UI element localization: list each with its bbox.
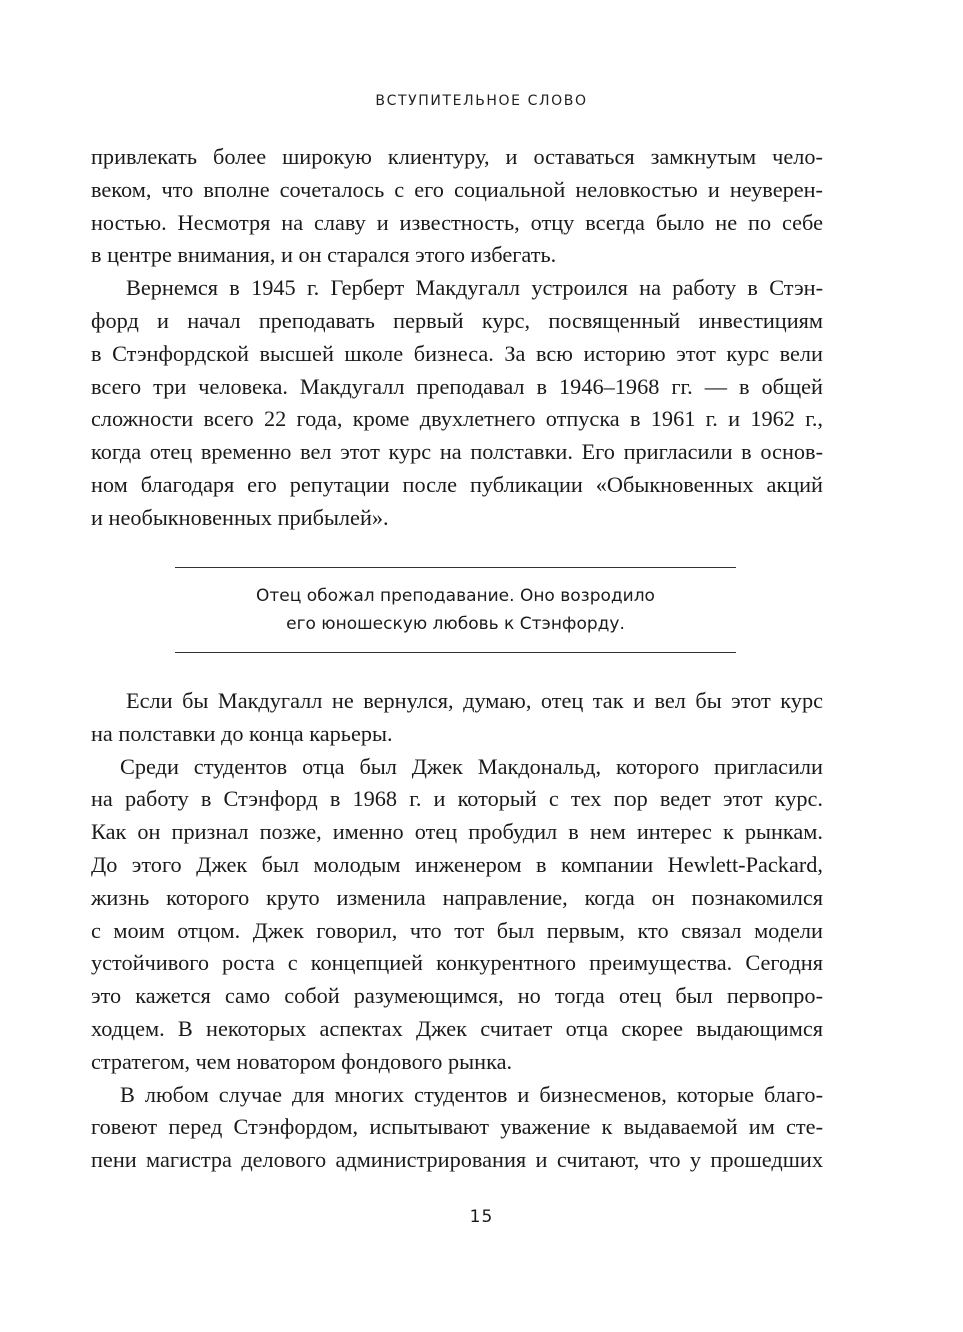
body-text-bottom xyxy=(91,685,823,1177)
text-line: с моим отцом. Джек говорил, что тот был первым, кто связал модели xyxy=(91,917,823,943)
text-line: Среди студентов отца был Джек Макдональд, которого пригласили xyxy=(120,753,823,779)
text-line: в центре внимания, и он старался этого избегать. xyxy=(91,242,557,268)
text-line: форд и начал преподавать первый курс, посвященный инвестициям xyxy=(91,307,823,333)
paragraph xyxy=(91,272,823,534)
page-number: 15 xyxy=(469,1207,494,1227)
text-line: на работу в Стэнфорд в 1968 г. и который с тех пор ведет этот курс. xyxy=(91,786,823,812)
text-line: До этого Джек был молодым инженером в компании Hewlett-Packard, xyxy=(91,851,823,877)
paragraph xyxy=(91,751,823,1079)
text-line: сложности всего 22 года, кроме двухлетнего отпуска в 1961 г. и 1962 г., xyxy=(91,406,823,432)
pull-quote xyxy=(175,582,736,638)
pull-quote-line: Отец обожал преподавание. Оно возродило xyxy=(256,586,655,606)
text-line: говеют перед Стэнфордом, испытывают уважение к выдаваемой им сте- xyxy=(91,1114,823,1140)
text-line: ходцем. В некоторых аспектах Джек считает отца скорее выдающимся xyxy=(91,1015,823,1041)
text-line: стратегом, чем новатором фондового рынка. xyxy=(91,1048,513,1074)
text-line: привлекать более широкую клиентуру, и оставаться замкнутым чело- xyxy=(91,144,823,169)
text-line: ном благодаря его репутации после публикации «Обыкновенных акций xyxy=(91,471,823,497)
text-line: пени магистра делового администрирования и считают, что у прошедших xyxy=(91,1147,823,1173)
text-line: Как он признал позже, именно отец пробудил в нем интерес к рынкам. xyxy=(91,819,823,845)
text-line: всего три человека. Макдугалл преподавал в 1946–1968 гг. — в общей xyxy=(91,373,823,399)
pull-quote-line: его юношескую любовь к Стэнфорду. xyxy=(286,614,625,634)
running-head: ВСТУПИТЕЛЬНОЕ СЛОВО xyxy=(375,93,588,109)
text-line: в Стэнфордской высшей школе бизнеса. За всю историю этот курс вели xyxy=(91,340,823,366)
pull-quote-bottom-rule xyxy=(175,652,736,653)
paragraph xyxy=(91,1079,823,1177)
text-line: устойчивого роста с концепцией конкурентного преимущества. Сегодня xyxy=(91,950,823,976)
paragraph xyxy=(91,141,823,272)
text-line: когда отец временно вел этот курс на полставки. Его пригласили в основ- xyxy=(91,439,823,465)
pull-quote-top-rule xyxy=(175,567,736,568)
text-line: на полставки до конца карьеры. xyxy=(91,720,393,746)
text-line: В любом случае для многих студентов и бизнесменов, которые благо- xyxy=(120,1081,823,1107)
text-line: жизнь которого круто изменила направление, когда он познакомился xyxy=(91,884,823,910)
text-line: это кажется само собой разумеющимся, но тогда отец был первопро- xyxy=(91,983,823,1009)
paragraph xyxy=(91,685,823,751)
text-line: и необыкновенных прибылей». xyxy=(91,504,389,530)
text-line: Если бы Макдугалл не вернулся, думаю, отец так и вел бы этот курс xyxy=(126,688,823,713)
text-line: ностью. Несмотря на славу и известность, отцу всегда было не по себе xyxy=(91,209,823,235)
text-line: Вернемся в 1945 г. Герберт Макдугалл устроился на работу в Стэн- xyxy=(126,275,823,301)
body-text-top xyxy=(91,141,823,535)
text-line: веком, что вполне сочеталось с его социальной неловкостью и неуверен- xyxy=(91,176,823,202)
